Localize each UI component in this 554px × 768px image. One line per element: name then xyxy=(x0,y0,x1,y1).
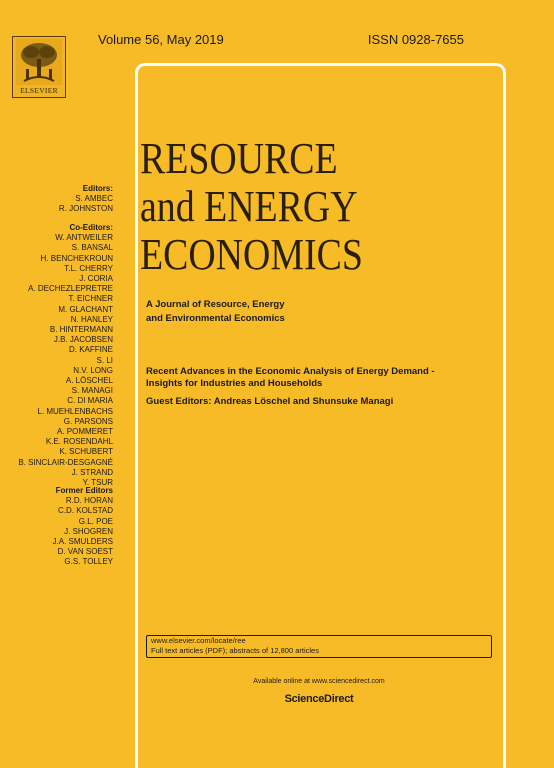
co-editor-name: T. EICHNER xyxy=(68,294,113,304)
guest-editors: Guest Editors: Andreas Löschel and Shunsuke Managi xyxy=(146,396,394,407)
editor-name: R. JOHNSTON xyxy=(58,204,113,214)
volume-date: Volume 56, May 2019 xyxy=(98,32,224,47)
co-editor-name: H. BENCHEKROUN xyxy=(40,253,113,263)
former-editor-name: G.L. POE xyxy=(78,516,113,526)
journal-title xyxy=(140,135,451,279)
journal-title-line-3: ECONOMICS xyxy=(140,230,363,279)
special-issue-title xyxy=(146,366,446,390)
former-editors-list xyxy=(53,486,113,568)
full-text-note: Full text articles (PDF); abstracts of 12,800 articles xyxy=(151,646,319,655)
elsevier-wordmark: ELSEVIER xyxy=(20,86,58,95)
co-editor-name: L. MUEHLENBACHS xyxy=(37,406,113,416)
editors-list xyxy=(59,184,113,215)
co-editor-name: G. PARSONS xyxy=(63,416,113,426)
co-editor-name: N.V. LONG xyxy=(73,365,113,375)
elsevier-tree-icon xyxy=(16,39,62,85)
co-editor-name: J. STRAND xyxy=(71,467,113,477)
co-editor-name: K. SCHUBERT xyxy=(59,447,113,457)
elsevier-logo xyxy=(12,36,66,98)
journal-links-box xyxy=(146,635,492,658)
issn: ISSN 0928-7655 xyxy=(367,32,464,47)
co-editor-name: B. HINTERMANN xyxy=(49,325,113,335)
issue-meta xyxy=(98,32,464,47)
journal-url[interactable]: www.elsevier.com/locate/ree xyxy=(151,636,246,645)
co-editor-name: N. HANLEY xyxy=(70,314,113,324)
former-editor-name: C.D. KOLSTAD xyxy=(58,506,113,516)
special-issue-line-1: Recent Advances in the Economic Analysis of Energy Demand - xyxy=(146,366,435,377)
co-editors-list xyxy=(18,223,113,488)
journal-subtitle xyxy=(146,298,285,326)
co-editor-name: S. BANSAL xyxy=(71,243,113,253)
co-editor-name: A. LÖSCHEL xyxy=(65,376,113,386)
editor-name: S. AMBEC xyxy=(75,194,113,204)
journal-title-line-2: and ENERGY xyxy=(140,182,358,231)
former-editor-name: J. SHOGREN xyxy=(64,526,113,536)
sciencedirect-logo: ScienceDirect xyxy=(284,693,354,705)
special-issue-line-2: Insights for Industries and Households xyxy=(146,378,323,389)
co-editor-name: S. MANAGI xyxy=(71,386,113,396)
co-editor-name: W. ANTWEILER xyxy=(55,233,113,243)
co-editor-name: K.E. ROSENDAHL xyxy=(45,437,113,447)
co-editor-name: B. SINCLAIR-DESGAGNÉ xyxy=(18,457,113,467)
co-editor-name: S. LI xyxy=(96,355,113,365)
former-editor-name: J.A. SMULDERS xyxy=(52,537,113,547)
co-editor-name: A. POMMERET xyxy=(56,427,113,437)
former-editor-name: D. VAN SOEST xyxy=(57,547,113,557)
available-online: Available online at www.sciencedirect.com xyxy=(253,678,385,685)
former-editor-name: G.S. TOLLEY xyxy=(64,557,113,567)
co-editor-name: M. GLACHANT xyxy=(58,304,113,314)
former-editor-name: R.D. HORAN xyxy=(65,496,113,506)
co-editors-heading: Co-Editors: xyxy=(69,223,113,232)
co-editor-name: Y. TSUR xyxy=(82,478,113,488)
former-editors-heading: Former Editors xyxy=(55,486,113,495)
co-editor-name: T.L. CHERRY xyxy=(64,263,113,273)
co-editor-name: D. KAFFINE xyxy=(68,345,113,355)
co-editor-name: A. DECHEZLEPRETRE xyxy=(28,284,113,294)
subtitle-line-2: and Environmental Economics xyxy=(146,313,285,324)
editors-heading: Editors: xyxy=(82,184,113,193)
co-editor-name: C. DI MARIA xyxy=(67,396,113,406)
subtitle-line-1: A Journal of Resource, Energy xyxy=(146,299,285,310)
co-editor-name: J.B. JACOBSEN xyxy=(53,335,113,345)
journal-title-line-1: RESOURCE xyxy=(140,134,338,183)
co-editor-name: J. CORIA xyxy=(79,274,113,284)
